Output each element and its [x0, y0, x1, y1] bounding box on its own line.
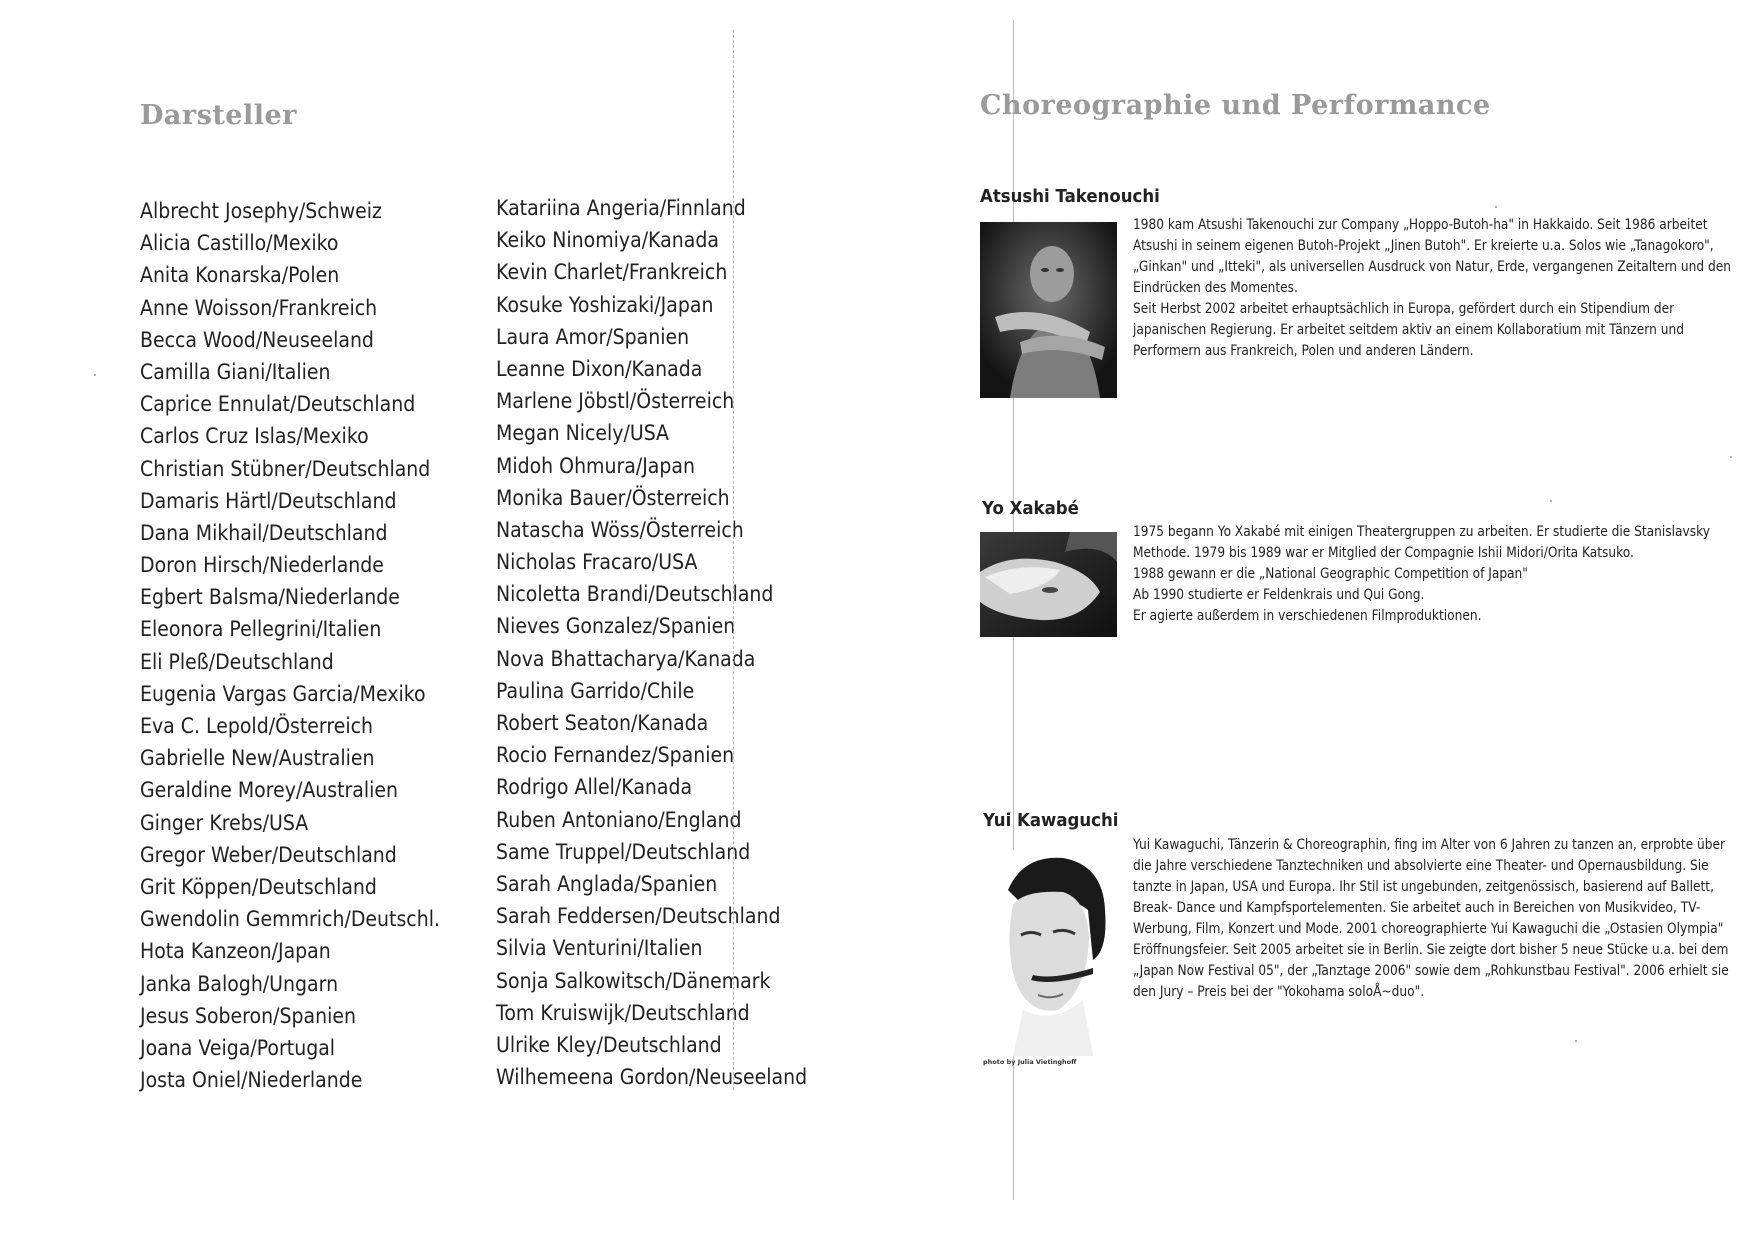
scan-speck [1495, 206, 1497, 208]
cast-member: Kevin Charlet/Frankreich [496, 260, 728, 286]
cast-member: Anita Konarska/Polen [140, 263, 340, 289]
cast-member: Nicholas Fracaro/USA [496, 550, 698, 576]
bio-kawaguchi [1133, 835, 1733, 1003]
artist-name-takenouchi: Atsushi Takenouchi [980, 186, 1160, 207]
cast-member: Caprice Ennulat/Deutschland [140, 392, 416, 418]
cast-member: Geraldine Morey/Australien [140, 778, 399, 804]
artist-name-kawaguchi: Yui Kawaguchi [983, 810, 1119, 831]
bio-paragraph: Seit Herbst 2002 arbeitet erhauptsächlich in Europa, gefördert durch ein Stipendium der japanischen Regierung. Er arbeitet seitdem aktiv an einem Kollaboratium mit Tänzern und Performern aus Frankreich, Polen und anderen Ländern. [1133, 301, 1684, 359]
cast-member: Keiko Ninomiya/Kanada [496, 228, 719, 254]
cast-member: Josta Oniel/Niederlande [140, 1068, 363, 1094]
cast-member: Gwendolin Gemmrich/Deutschl. [140, 907, 440, 933]
cast-member: Eva C. Lepold/Österreich [140, 714, 373, 739]
cast-member: Sarah Feddersen/Deutschland [496, 904, 781, 930]
cast-member: Megan Nicely/USA [496, 421, 670, 447]
cast-member: Alicia Castillo/Mexiko [140, 231, 339, 257]
cast-member: Eleonora Pellegrini/Italien [140, 617, 382, 643]
photo-takenouchi [980, 222, 1117, 398]
cast-member: Robert Seaton/Kanada [496, 711, 709, 736]
cast-member: Rocio Fernandez/Spanien [496, 743, 735, 769]
cast-member: Grit Köppen/Deutschland [140, 874, 377, 900]
cast-member: Gregor Weber/Deutschland [140, 842, 397, 868]
cast-member: Becca Wood/Neuseeland [140, 327, 374, 353]
bio-paragraph: Er agierte außerdem in verschiedenen Filmproduktionen. [1133, 608, 1482, 624]
bio-paragraph: 1988 gewann er die „National Geographic Competition of Japan" [1133, 566, 1528, 582]
bio-paragraph: 1980 kam Atsushi Takenouchi zur Company „Hoppo-Butoh-ha" in Hakkaido. Seit 1986 arbeitet Atsushi in seinem eigenen Butoh-Projekt „Jinen Butoh". Er kreierte u.a. Solos wie „Tanagokoro", „Ginkan" und „Itteki", als universellen Ausdruck von Natur, Erde, vergangenen Zeitaltern und den Eindrücken des Momentes. [1133, 217, 1731, 296]
cast-member: Monika Bauer/Österreich [496, 485, 730, 511]
left-fold-line [733, 30, 734, 1090]
cast-member: Nicoletta Brandi/Deutschland [496, 582, 774, 608]
cast-member: Paulina Garrido/Chile [496, 678, 695, 704]
cast-member: Ruben Antoniano/England [496, 807, 742, 833]
cast-member: Silvia Venturini/Italien [496, 936, 703, 962]
cast-heading: Darsteller [140, 100, 297, 131]
cast-member: Same Truppel/Deutschland [496, 839, 751, 865]
cast-member: Rodrigo Allel/Kanada [496, 775, 693, 801]
cast-member: Nieves Gonzalez/Spanien [496, 614, 736, 640]
cast-member: Sarah Anglada/Spanien [496, 871, 718, 897]
bio-paragraph: Yui Kawaguchi, Tänzerin & Choreographin, fing im Alter von 6 Jahren zu tanzen an, erprobte über die Jahre verschiedene Tanztechniken und absolvierte eine Theater- und Opernausbildung. Sie tanzte in Japan, USA und Europa. Ihr Stil ist ungebunden, zeitgenössisch, basierend auf Ballett, Break- Dance und Kampfsportelementen. Sie arbeitet auch in Bereichen von Musikvideo, TV-Werbung, Film, Konzert und Mode. 2001 choreographierte Yui Kawaguchi die „Ostasien Olympia" Eröffnungsfeier. Seit 2005 arbeitet sie in Berlin. Sie zeigte dort bisher 5 neue Stücke u.a. bei dem „Japan Now Festival 05", der „Tanztage 2006" sowie dem „Rohkunstbau Festival". 2006 erhielt sie den Jury – Preis bei der "Yokohama soloÅ~duo". [1133, 837, 1729, 1000]
cast-member: Jesus Soberon/Spanien [140, 1003, 356, 1029]
bio-paragraph: Ab 1990 studierte er Feldenkrais und Qui Gong. [1133, 587, 1425, 603]
scan-speck [1575, 1040, 1577, 1042]
cast-member: Ginger Krebs/USA [140, 810, 309, 836]
scan-speck [1550, 500, 1552, 502]
cast-member: Albrecht Josephy/Schweiz [140, 199, 382, 224]
bio-xakabe [1133, 522, 1733, 627]
cast-member: Wilhemeena Gordon/Neuseeland [496, 1065, 808, 1091]
cast-member: Dana Mikhail/Deutschland [140, 520, 388, 546]
cast-member: Hota Kanzeon/Japan [140, 939, 331, 965]
artist-name-xakabe: Yo Xakabé [982, 498, 1079, 519]
photo-credit: photo by Julia Vietinghoff [983, 1058, 1077, 1066]
cast-member: Sonja Salkowitsch/Dänemark [496, 968, 771, 994]
cast-member: Midoh Ohmura/Japan [496, 453, 696, 479]
cast-member: Natascha Wöss/Österreich [496, 517, 744, 543]
scan-speck [1730, 456, 1732, 458]
cast-member: Egbert Balsma/Niederlande [140, 585, 400, 611]
cast-member: Eugenia Vargas Garcia/Mexiko [140, 681, 426, 707]
cast-member: Eli Pleß/Deutschland [140, 649, 334, 675]
cast-member: Janka Balogh/Ungarn [140, 971, 339, 997]
cast-member: Doron Hirsch/Niederlande [140, 553, 384, 579]
cast-member: Gabrielle New/Australien [140, 746, 375, 772]
cast-member: Christian Stübner/Deutschland [140, 456, 431, 482]
cast-member: Marlene Jöbstl/Österreich [496, 389, 735, 415]
cast-member: Nova Bhattacharya/Kanada [496, 646, 756, 672]
cast-member: Kosuke Yoshizaki/Japan [496, 292, 714, 318]
cast-list-column-1 [140, 196, 481, 1097]
cast-member: Leanne Dixon/Kanada [496, 356, 703, 382]
choreography-heading: Choreographie und Performance [980, 90, 1491, 121]
bio-takenouchi [1133, 215, 1733, 362]
cast-member: Laura Amor/Spanien [496, 324, 690, 350]
cast-list-column-2 [496, 193, 850, 1094]
cast-member: Anne Woisson/Frankreich [140, 295, 378, 321]
cast-member: Carlos Cruz Islas/Mexiko [140, 424, 369, 450]
photo-kawaguchi [983, 850, 1115, 1056]
cast-member: Camilla Giani/Italien [140, 359, 331, 385]
cast-member: Tom Kruiswijk/Deutschland [496, 1000, 750, 1026]
bio-paragraph: 1975 begann Yo Xakabé mit einigen Theatergruppen zu arbeiten. Er studierte die Stanislavsky Methode. 1979 bis 1989 war er Mitglied der Compagnie Ishii Midori/Orita Katsuko. [1133, 524, 1710, 561]
scan-speck [94, 374, 96, 376]
cast-member: Joana Veiga/Portugal [140, 1035, 336, 1061]
photo-xakabe [980, 532, 1117, 637]
cast-member: Damaris Härtl/Deutschland [140, 488, 397, 514]
cast-member: Katariina Angeria/Finnland [496, 196, 746, 221]
cast-member: Ulrike Kley/Deutschland [496, 1032, 722, 1058]
